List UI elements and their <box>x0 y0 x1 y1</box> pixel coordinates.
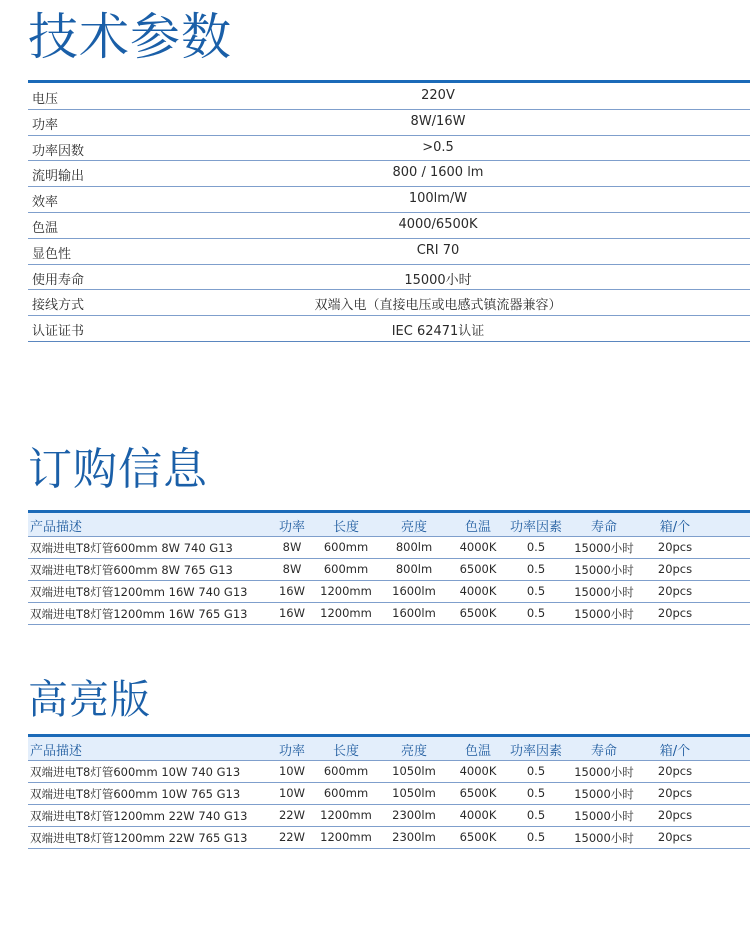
table-row <box>28 581 750 603</box>
header-lifetime: 寿命 <box>590 520 617 535</box>
cell-box-qty: 20pcs <box>657 830 693 844</box>
cell-brightness: 2300lm <box>392 808 436 822</box>
cell-lifetime: 15000小时 <box>574 787 634 801</box>
cell-length: 600mm <box>323 786 369 800</box>
cell-power-factor: 0.5 <box>526 540 546 554</box>
order-title: 订购信息 <box>28 444 208 495</box>
table-row <box>28 783 750 805</box>
spec-value: 8W/16W <box>410 113 466 129</box>
high-title: 高亮版 <box>28 677 151 723</box>
order-table-header <box>28 513 750 537</box>
spec-label: 效率 <box>32 195 59 211</box>
spec-row <box>28 290 750 316</box>
spec-label: 色温 <box>32 220 59 236</box>
cell-color-temp: 4000K <box>459 764 497 778</box>
table-row <box>28 761 750 783</box>
cell-brightness: 800lm <box>395 562 433 576</box>
cell-power-factor: 0.5 <box>526 764 546 778</box>
spec-label: 接线方式 <box>32 298 85 314</box>
spec-row <box>28 136 750 162</box>
spec-row <box>28 265 750 291</box>
spec-label: 显色性 <box>32 246 72 262</box>
cell-power: 16W <box>278 606 305 620</box>
specs-table <box>28 84 750 342</box>
cell-brightness: 1600lm <box>392 606 436 620</box>
cell-power-factor: 0.5 <box>526 584 546 598</box>
header-power-factor: 功率因素 <box>509 520 562 535</box>
cell-box-qty: 20pcs <box>657 764 693 778</box>
table-row <box>28 805 750 827</box>
spec-row <box>28 161 750 187</box>
cell-box-qty: 20pcs <box>657 540 693 554</box>
cell-color-temp: 4000K <box>459 808 497 822</box>
cell-length: 600mm <box>323 562 369 576</box>
cell-power: 22W <box>278 808 305 822</box>
spec-label: 功率因数 <box>32 143 85 159</box>
cell-lifetime: 15000小时 <box>574 831 634 845</box>
cell-description: 双端进电T8灯管1200mm 16W 765 G13 <box>30 607 248 621</box>
cell-lifetime: 15000小时 <box>574 585 634 599</box>
spec-value: 100lm/W <box>408 191 468 207</box>
header-power-factor: 功率因素 <box>509 744 562 759</box>
spec-value: IEC 62471认证 <box>391 324 485 340</box>
cell-brightness: 1600lm <box>392 584 436 598</box>
cell-lifetime: 15000小时 <box>574 765 634 779</box>
spec-row <box>28 316 750 342</box>
table-row <box>28 559 750 581</box>
cell-lifetime: 15000小时 <box>574 809 634 823</box>
cell-description: 双端进电T8灯管600mm 10W 765 G13 <box>30 787 241 801</box>
header-box-qty: 箱/个 <box>659 520 691 535</box>
cell-description: 双端进电T8灯管1200mm 22W 765 G13 <box>30 831 248 845</box>
high-table-header <box>28 737 750 761</box>
order-table <box>28 513 750 625</box>
cell-power: 10W <box>278 786 305 800</box>
header-power: 功率 <box>278 520 305 535</box>
cell-color-temp: 6500K <box>459 606 497 620</box>
cell-power: 10W <box>278 764 305 778</box>
spec-row <box>28 84 750 110</box>
spec-label: 流明输出 <box>32 169 85 185</box>
cell-color-temp: 4000K <box>459 584 497 598</box>
table-row <box>28 603 750 625</box>
header-color-temp: 色温 <box>464 744 491 759</box>
cell-power-factor: 0.5 <box>526 830 546 844</box>
cell-box-qty: 20pcs <box>657 606 693 620</box>
cell-power: 22W <box>278 830 305 844</box>
spec-row <box>28 239 750 265</box>
cell-color-temp: 4000K <box>459 540 497 554</box>
table-row <box>28 827 750 849</box>
cell-lifetime: 15000小时 <box>574 607 634 621</box>
cell-description: 双端进电T8灯管1200mm 22W 740 G13 <box>30 809 248 823</box>
spec-value: 双端入电（直接电压或电感式镇流器兼容） <box>314 298 562 314</box>
spec-value: 800 / 1600 lm <box>392 165 484 181</box>
spec-row <box>28 187 750 213</box>
spec-value: 220V <box>421 88 455 103</box>
header-length: 长度 <box>332 520 359 535</box>
cell-brightness: 1050lm <box>392 764 436 778</box>
spec-label: 电压 <box>32 92 59 107</box>
cell-lifetime: 15000小时 <box>574 541 634 555</box>
header-brightness: 亮度 <box>400 744 427 759</box>
spec-row <box>28 110 750 136</box>
cell-power: 8W <box>282 562 302 576</box>
cell-brightness: 800lm <box>395 540 433 554</box>
specs-top-rule <box>28 80 750 83</box>
header-box-qty: 箱/个 <box>659 744 691 759</box>
header-description: 产品描述 <box>30 520 83 535</box>
header-brightness: 亮度 <box>400 520 427 535</box>
cell-power-factor: 0.5 <box>526 786 546 800</box>
cell-description: 双端进电T8灯管600mm 10W 740 G13 <box>30 765 241 779</box>
cell-color-temp: 6500K <box>459 830 497 844</box>
spec-value: 15000小时 <box>404 272 472 288</box>
cell-lifetime: 15000小时 <box>574 563 634 577</box>
cell-description: 双端进电T8灯管1200mm 16W 740 G13 <box>30 585 248 599</box>
cell-power-factor: 0.5 <box>526 808 546 822</box>
cell-color-temp: 6500K <box>459 562 497 576</box>
spec-label: 使用寿命 <box>32 272 85 288</box>
high-table <box>28 737 750 849</box>
cell-box-qty: 20pcs <box>657 562 693 576</box>
cell-length: 1200mm <box>320 830 372 844</box>
cell-brightness: 1050lm <box>392 786 436 800</box>
cell-power: 16W <box>278 584 305 598</box>
header-length: 长度 <box>332 744 359 759</box>
table-row <box>28 537 750 559</box>
header-lifetime: 寿命 <box>590 744 617 759</box>
spec-value: >0.5 <box>422 139 454 155</box>
cell-description: 双端进电T8灯管600mm 8W 740 G13 <box>30 541 233 555</box>
cell-power-factor: 0.5 <box>526 606 546 620</box>
spec-row <box>28 213 750 239</box>
cell-description: 双端进电T8灯管600mm 8W 765 G13 <box>30 563 233 577</box>
cell-length: 600mm <box>323 540 369 554</box>
cell-box-qty: 20pcs <box>657 808 693 822</box>
spec-label: 认证证书 <box>32 324 85 340</box>
header-power: 功率 <box>278 744 305 759</box>
cell-power: 8W <box>282 540 302 554</box>
cell-box-qty: 20pcs <box>657 584 693 598</box>
cell-box-qty: 20pcs <box>657 786 693 800</box>
cell-length: 1200mm <box>320 808 372 822</box>
header-description: 产品描述 <box>30 744 83 759</box>
cell-length: 600mm <box>323 764 369 778</box>
cell-power-factor: 0.5 <box>526 562 546 576</box>
cell-length: 1200mm <box>320 606 372 620</box>
cell-brightness: 2300lm <box>392 830 436 844</box>
cell-color-temp: 6500K <box>459 786 497 800</box>
spec-value: CRI 70 <box>416 242 460 258</box>
specs-title: 技术参数 <box>28 8 232 66</box>
spec-label: 功率 <box>32 117 59 133</box>
cell-length: 1200mm <box>320 584 372 598</box>
header-color-temp: 色温 <box>464 520 491 535</box>
spec-value: 4000/6500K <box>398 216 478 232</box>
